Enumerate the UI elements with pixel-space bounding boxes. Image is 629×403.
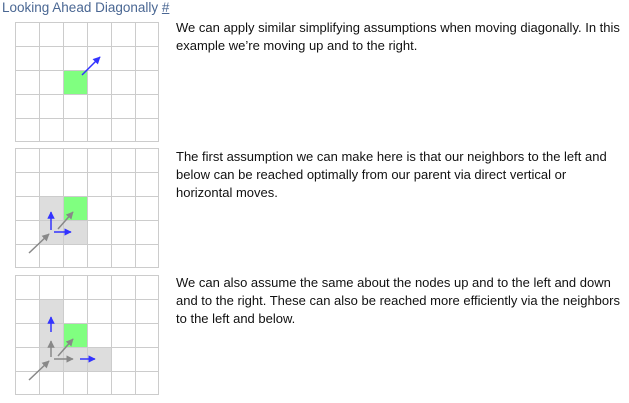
diagram-diagonal-move [15,22,159,142]
heading-text: Looking Ahead Diagonally [2,0,159,15]
heading-anchor-link[interactable]: # [161,0,170,15]
grid-lines [15,148,159,268]
section-heading [2,0,169,15]
paragraph-2: The first assumption we can make here is that our neighbors to the left and below can be reached optimally from our parent via direct vertical or horizontal moves. [176,149,607,200]
diagram-left-below-neighbors [15,148,159,268]
paragraph-1: We can apply similar simplifying assumptions when moving diagonally. In this example we’re moving up and to the right. [176,20,620,53]
diagonal-arrow-blue [82,57,100,75]
diagram-forced-neighbors [15,275,159,395]
grid-lines [15,22,159,142]
paragraph-3: We can also assume the same about the nodes up and to the left and down and to the right. These can also be reached more efficiently via the neighbors to the left and below. [176,275,620,326]
gray-column [39,299,63,371]
grid-lines [15,275,159,395]
goal-cell [63,196,87,220]
goal-cell [63,323,87,347]
